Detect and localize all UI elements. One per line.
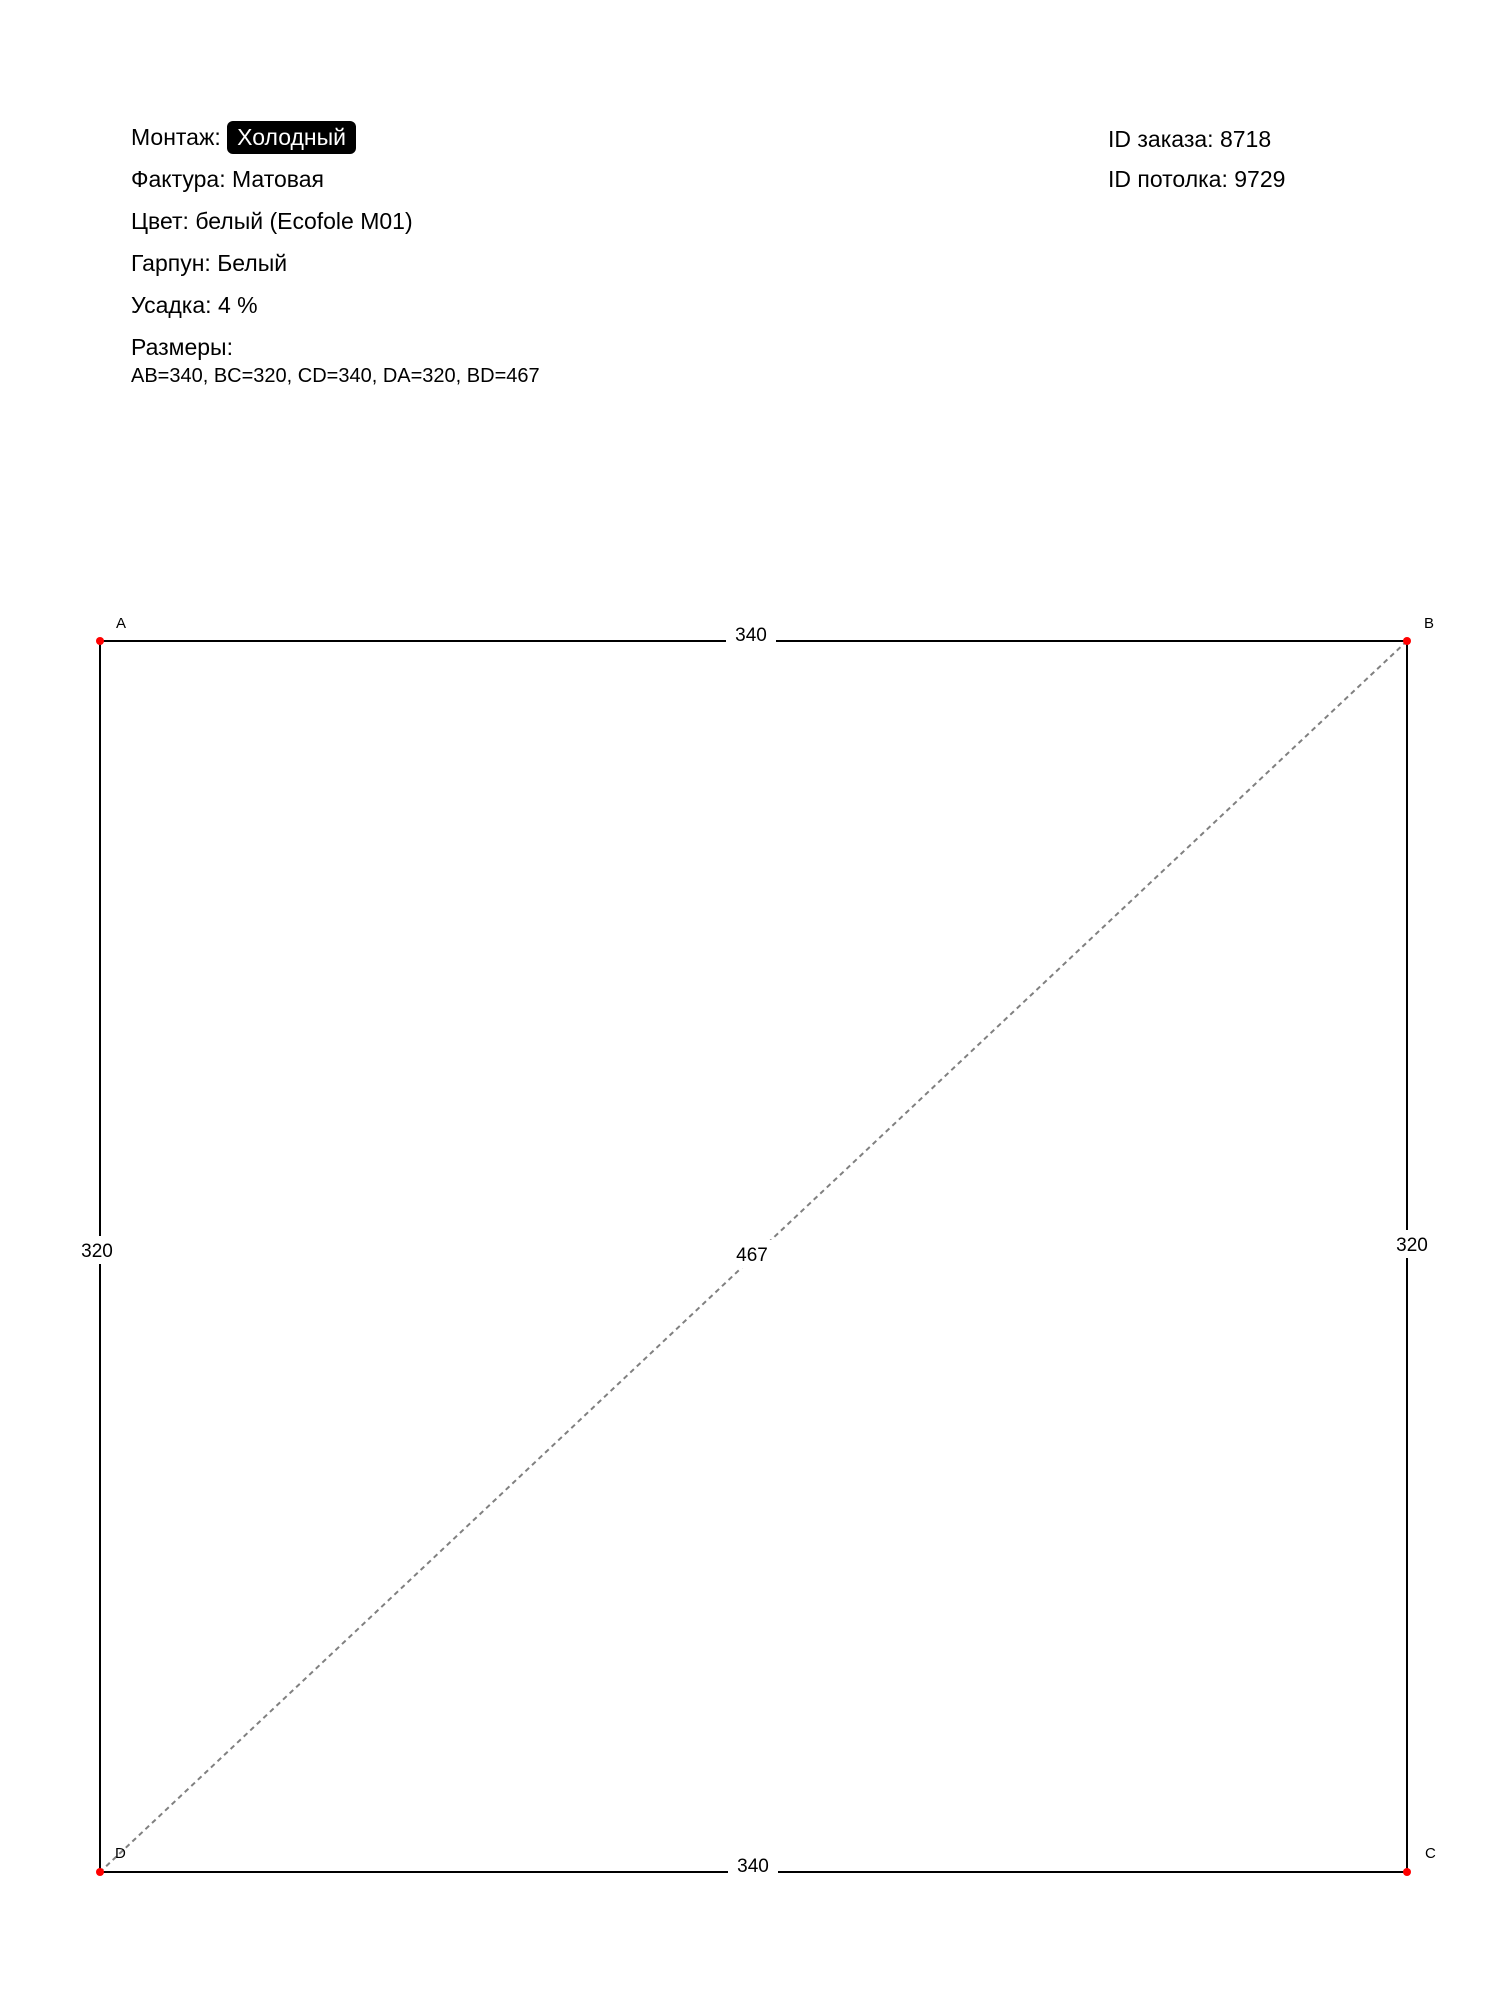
- side-label-da: 320: [81, 1241, 113, 1262]
- shrinkage-label: Усадка:: [131, 292, 212, 318]
- order-id-label: ID заказа:: [1108, 126, 1214, 152]
- diagonal-label-bd: 467: [736, 1245, 768, 1266]
- sizes-value: AB=340, BC=320, CD=340, DA=320, BD=467: [131, 365, 540, 387]
- texture-label: Фактура:: [131, 166, 226, 192]
- side-label-ab: 340: [735, 625, 767, 646]
- ceiling-id-value: 9729: [1234, 166, 1286, 192]
- mounting-badge: Холодный: [227, 121, 356, 154]
- vertex-point-c: [1403, 1868, 1411, 1876]
- sizes-label: Размеры:: [131, 334, 233, 360]
- side-label-bc: 320: [1396, 1235, 1428, 1256]
- vertex-label-b: B: [1424, 615, 1435, 632]
- vertex-point-a: [96, 637, 104, 645]
- harpoon-label: Гарпун:: [131, 250, 211, 276]
- texture-value: Матовая: [232, 166, 324, 192]
- order-id-value: 8718: [1219, 126, 1272, 152]
- mounting-label: Монтаж:: [131, 124, 221, 150]
- vertex-point-d: [96, 1868, 104, 1876]
- vertex-label-c: C: [1425, 1845, 1436, 1862]
- vertex-point-b: [1403, 637, 1411, 645]
- vertex-label-a: A: [116, 615, 127, 632]
- side-label-cd: 340: [737, 1856, 769, 1877]
- ceiling-id-label: ID потолка:: [1108, 166, 1228, 192]
- color-label: Цвет:: [131, 208, 189, 234]
- vertex-label-d: D: [115, 1845, 126, 1862]
- color-value: белый (Ecofole M01): [195, 208, 413, 234]
- harpoon-value: Белый: [217, 250, 288, 276]
- shrinkage-value: 4 %: [217, 292, 258, 318]
